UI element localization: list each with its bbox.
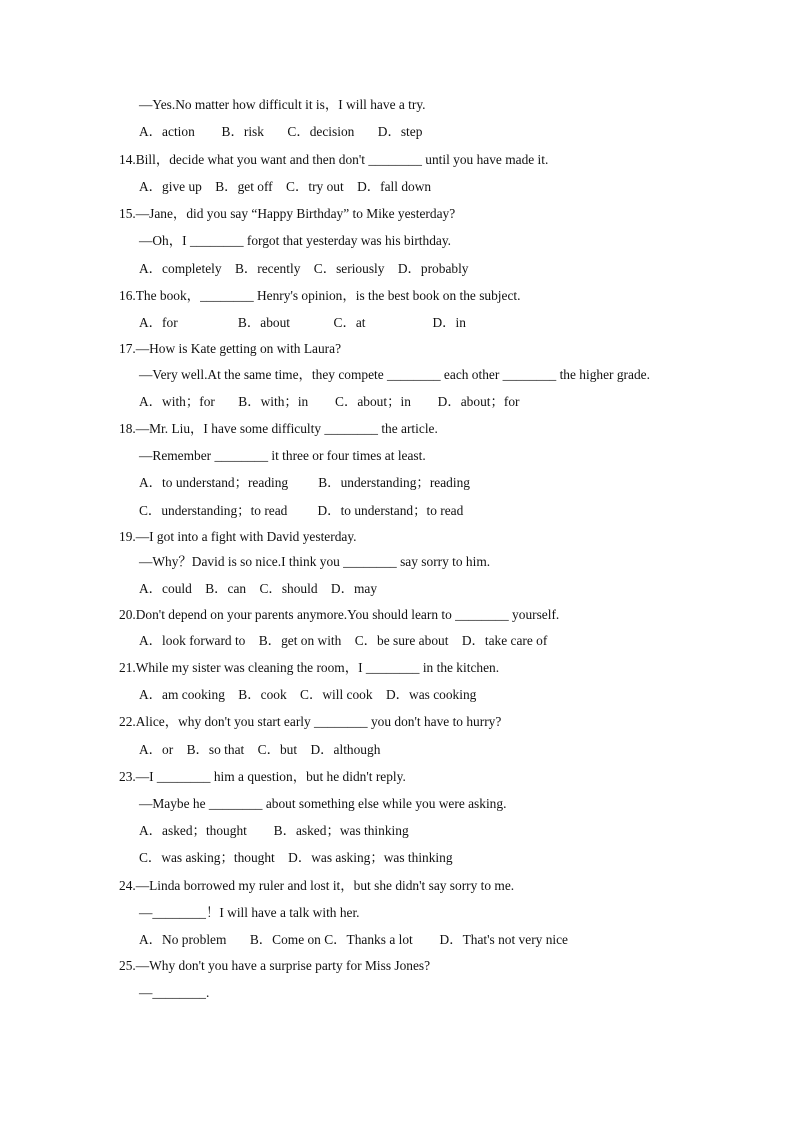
options-line: A．or B．so that C．but D．although xyxy=(139,742,381,757)
options-line: A．asked；thought B．asked；was thinking xyxy=(139,823,409,838)
question-22: 22.Alice，why don't you start early ________ you don't have to hurry? xyxy=(119,714,502,729)
answer-line: —Oh，I ________ forgot that yesterday was his birthday. xyxy=(139,233,452,248)
options-line: C．understanding；to read D．to understand；to read xyxy=(139,503,464,518)
options-line: C．was asking；thought D．was asking；was thinking xyxy=(139,850,453,865)
answer-line: —Maybe he ________ about something else while you were asking. xyxy=(139,796,507,811)
options-line: A．for B．about C．at D．in xyxy=(139,315,466,330)
answer-line: —Yes.No matter how difficult it is，I will have a try. xyxy=(139,97,426,112)
question-18: 18.—Mr. Liu，I have some difficulty ________ the article. xyxy=(119,421,438,436)
question-24: 24.—Linda borrowed my ruler and lost it，but she didn't say sorry to me. xyxy=(119,878,515,893)
options-line: A．completely B．recently C．seriously D．probably xyxy=(139,261,469,276)
options-line: A．to understand；reading B．understanding；reading xyxy=(139,475,470,490)
answer-line: —________！I will have a talk with her. xyxy=(139,905,360,920)
options-line: A．with；for B．with；in C．about；in D．about；for xyxy=(139,394,520,409)
options-line: A．look forward to B．get on with C．be sure about D．take care of xyxy=(139,633,548,648)
options-line: A．give up B．get off C．try out D．fall down xyxy=(139,179,432,194)
options-line: A．am cooking B．cook C．will cook D．was cooking xyxy=(139,687,477,702)
options-line: A．action B．risk C．decision D．step xyxy=(139,124,423,139)
question-21: 21.While my sister was cleaning the room，I ________ in the kitchen. xyxy=(119,660,500,675)
question-23: 23.—I ________ him a question，but he didn't reply. xyxy=(119,769,406,784)
answer-line: —Very well.At the same time，they compete ________ each other ________ the higher grade. xyxy=(139,367,650,382)
answer-line: —________. xyxy=(139,985,210,1000)
answer-line: —Remember ________ it three or four times at least. xyxy=(139,448,426,463)
options-line: A．could B．can C．should D．may xyxy=(139,581,378,596)
answer-line: —Why？David is so nice.I think you ________ say sorry to him. xyxy=(139,554,491,569)
question-25: 25.—Why don't you have a surprise party for Miss Jones? xyxy=(119,958,431,973)
question-19: 19.—I got into a fight with David yesterday. xyxy=(119,529,357,544)
question-16: 16.The book，________ Henry's opinion，is the best book on the subject. xyxy=(119,288,521,303)
options-line: A．No problem B．Come on C．Thanks a lot D．That's not very nice xyxy=(139,932,568,947)
question-17: 17.—How is Kate getting on with Laura? xyxy=(119,341,342,356)
question-15: 15.—Jane，did you say “Happy Birthday” to Mike yesterday? xyxy=(119,206,456,221)
question-14: 14.Bill，decide what you want and then don't ________ until you have made it. xyxy=(119,152,549,167)
question-20: 20.Don't depend on your parents anymore.You should learn to ________ yourself. xyxy=(119,607,560,622)
